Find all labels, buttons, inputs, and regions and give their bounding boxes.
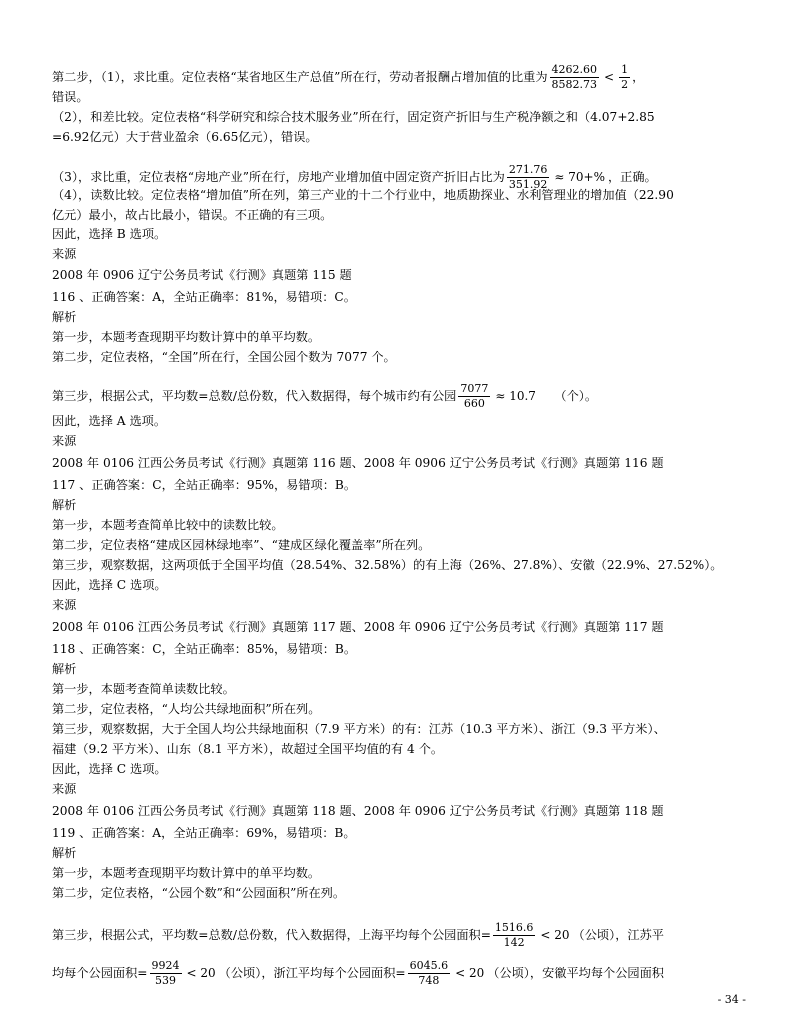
text-line: 错误。 (52, 90, 89, 104)
text-line: 第二步，定位表格，“全国”所在行，全国公园个数为 7077 个。 (52, 350, 396, 364)
text-line: 第二步，定位表格，“公园个数”和“公园面积”所在列。 (52, 886, 346, 900)
fraction: $\frac{271.76}{351.92}$ (508, 163, 548, 191)
answer-line: 119 、正确答案：A，全站正确率：69%，易错项：B。 (52, 826, 356, 840)
text-line: 因此，选择 C 选项。 (52, 578, 167, 592)
text-line: 第二步，（1），求比重。定位表格“某省地区生产总值”所在行，劳动者报酬占增加值的比重为 $\frac{4262.60}{8582.73}$ < $\frac{1}{2}$ ， (52, 63, 645, 91)
text-line: （2），和差比较。定位表格“科学研究和综合技术服务业”所在行，固定资产折旧与生产税净额之和（4.07+2.85 (52, 110, 655, 124)
text-line: 第一步，本题考查现期平均数计算中的单平均数。 (52, 330, 321, 344)
source-line: 2008 年 0106 江西公务员考试《行测》真题第 117 题、2008 年 0906 辽宁公务员考试《行测》真题第 117 题 (52, 620, 664, 634)
text-line: 第一步，本题考查简单比较中的读数比较。 (52, 518, 284, 532)
text-line: 第三步，观察数据，大于全国人均公共绿地面积（7.9 平方米）的有：江苏（10.3 平方米）、浙江（9.3 平方米）、 (52, 722, 666, 736)
section-label: 解析 (52, 846, 77, 860)
answer-line: 116 、正确答案：A，全站正确率：81%，易错项：C。 (52, 290, 356, 304)
text-line: 福建（9.2 平方米）、山东（8.1 平方米），故超过全国平均值的有 4 个。 (52, 742, 444, 756)
fraction: $\frac{1}{2}$ (621, 63, 629, 91)
page-number: - 34 - (717, 993, 746, 1006)
section-label: 解析 (52, 662, 77, 676)
section-label: 来源 (52, 598, 77, 612)
source-line: 2008 年 0906 辽宁公务员考试《行测》真题第 115 题 (52, 268, 352, 282)
text-line: （3），求比重，定位表格“房地产业”所在行，房地产业增加值中固定资产折旧占比为 $\frac{271.76}{351.92}$ ≈ 70+% ，正确。 (52, 163, 657, 191)
fraction: $\frac{4262.60}{8582.73}$ (551, 63, 598, 91)
text-line: =6.92亿元）大于营业盈余（6.65亿元），错误。 (52, 130, 318, 144)
source-line: 2008 年 0106 江西公务员考试《行测》真题第 118 题、2008 年 0906 辽宁公务员考试《行测》真题第 118 题 (52, 804, 664, 818)
section-label: 来源 (52, 782, 77, 796)
text-line: 因此，选择 B 选项。 (52, 227, 167, 241)
text-line: 第一步，本题考查简单读数比较。 (52, 682, 235, 696)
answer-line: 118 、正确答案：C，全站正确率：85%，易错项：B。 (52, 642, 357, 656)
section-label: 解析 (52, 498, 77, 512)
text-line: 第二步，定位表格“建成区园林绿地率”、“建成区绿化覆盖率”所在列。 (52, 538, 431, 552)
text-line: 因此，选择 C 选项。 (52, 762, 167, 776)
text-line: 均每个公园面积= $\frac{9924}{539}$ < 20 （公顷），浙江平均每个公园面积= $\frac{6045.6}{748}$ < 20 （公顷），安徽平均每个公园面积 (52, 959, 664, 987)
fraction: $\frac{1516.6}{142}$ (494, 921, 534, 949)
source-line: 2008 年 0106 江西公务员考试《行测》真题第 116 题、2008 年 0906 辽宁公务员考试《行测》真题第 116 题 (52, 456, 664, 470)
text-line: 第一步，本题考查现期平均数计算中的单平均数。 (52, 866, 321, 880)
text-line: 第三步，根据公式，平均数=总数/总份数，代入数据得，每个城市约有公园 $\frac{7077}{660}$ ≈ 10.7 （个）。 (52, 382, 598, 410)
text-line: 亿元）最小，故占比最小，错误。不正确的有三项。 (52, 208, 333, 222)
fraction: $\frac{7077}{660}$ (460, 382, 489, 410)
section-label: 解析 (52, 310, 77, 324)
fraction: $\frac{6045.6}{748}$ (409, 959, 449, 987)
text-line: 第三步，观察数据，这两项低于全国平均值（28.54%、32.58%）的有上海（26%、27.8%）、安徽（22.9%、27.52%）。 (52, 558, 723, 572)
fraction: $\frac{9924}{539}$ (151, 959, 180, 987)
text-line: （4），读数比较。定位表格“增加值”所在列，第三产业的十二个行业中，地质勘探业、水利管理业的增加值（22.90 (52, 188, 674, 202)
section-label: 来源 (52, 434, 77, 448)
text-line: 第二步，定位表格，“人均公共绿地面积”所在列。 (52, 702, 321, 716)
text-line: 第三步，根据公式，平均数=总数/总份数，代入数据得，上海平均每个公园面积= $\frac{1516.6}{142}$ < 20 （公顷），江苏平 (52, 921, 664, 949)
answer-line: 117 、正确答案：C，全站正确率：95%，易错项：B。 (52, 478, 357, 492)
section-label: 来源 (52, 247, 77, 261)
text-line: 因此，选择 A 选项。 (52, 414, 167, 428)
